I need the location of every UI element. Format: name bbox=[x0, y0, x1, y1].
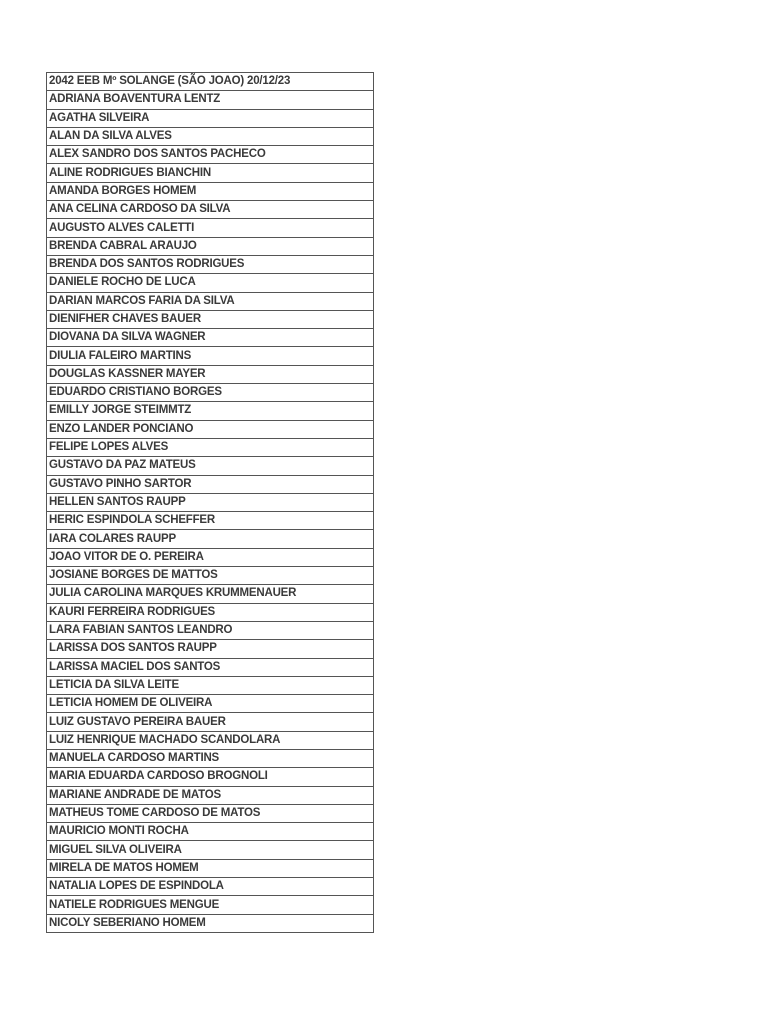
name-row bbox=[47, 823, 374, 841]
name-cell[interactable]: MAURICIO MONTI ROCHA bbox=[47, 823, 374, 841]
name-row bbox=[47, 274, 374, 292]
name-row bbox=[47, 182, 374, 200]
name-cell[interactable]: NATIELE RODRIGUES MENGUE bbox=[47, 896, 374, 914]
name-cell[interactable]: DOUGLAS KASSNER MAYER bbox=[47, 365, 374, 383]
name-cell[interactable]: HERIC ESPINDOLA SCHEFFER bbox=[47, 512, 374, 530]
name-row bbox=[47, 255, 374, 273]
name-cell[interactable]: EMILLY JORGE STEIMMTZ bbox=[47, 402, 374, 420]
name-row bbox=[47, 237, 374, 255]
name-row bbox=[47, 347, 374, 365]
name-row bbox=[47, 585, 374, 603]
name-cell[interactable]: ALEX SANDRO DOS SANTOS PACHECO bbox=[47, 146, 374, 164]
name-row bbox=[47, 603, 374, 621]
name-row bbox=[47, 530, 374, 548]
name-cell[interactable]: BRENDA DOS SANTOS RODRIGUES bbox=[47, 255, 374, 273]
name-row bbox=[47, 329, 374, 347]
name-cell[interactable]: JOSIANE BORGES DE MATTOS bbox=[47, 567, 374, 585]
name-row bbox=[47, 164, 374, 182]
name-cell[interactable]: DIENIFHER CHAVES BAUER bbox=[47, 310, 374, 328]
name-row bbox=[47, 438, 374, 456]
name-cell[interactable]: MARIA EDUARDA CARDOSO BROGNOLI bbox=[47, 768, 374, 786]
name-cell[interactable]: LETICIA HOMEM DE OLIVEIRA bbox=[47, 695, 374, 713]
name-row bbox=[47, 493, 374, 511]
name-cell[interactable]: LUIZ HENRIQUE MACHADO SCANDOLARA bbox=[47, 731, 374, 749]
name-cell[interactable]: MIGUEL SILVA OLIVEIRA bbox=[47, 841, 374, 859]
name-list-table bbox=[46, 72, 374, 933]
name-cell[interactable]: MIRELA DE MATOS HOMEM bbox=[47, 859, 374, 877]
name-row bbox=[47, 91, 374, 109]
name-row bbox=[47, 201, 374, 219]
name-cell[interactable]: ADRIANA BOAVENTURA LENTZ bbox=[47, 91, 374, 109]
name-row bbox=[47, 713, 374, 731]
name-cell[interactable]: NICOLY SEBERIANO HOMEM bbox=[47, 914, 374, 932]
name-row bbox=[47, 420, 374, 438]
name-cell[interactable]: DIULIA FALEIRO MARTINS bbox=[47, 347, 374, 365]
name-row bbox=[47, 457, 374, 475]
name-cell[interactable]: DIOVANA DA SILVA WAGNER bbox=[47, 329, 374, 347]
name-row bbox=[47, 127, 374, 145]
name-cell[interactable]: BRENDA CABRAL ARAUJO bbox=[47, 237, 374, 255]
name-cell[interactable]: HELLEN SANTOS RAUPP bbox=[47, 493, 374, 511]
name-cell[interactable]: IARA COLARES RAUPP bbox=[47, 530, 374, 548]
name-cell[interactable]: MARIANE ANDRADE DE MATOS bbox=[47, 786, 374, 804]
name-row bbox=[47, 512, 374, 530]
name-row bbox=[47, 621, 374, 639]
name-row bbox=[47, 567, 374, 585]
name-row bbox=[47, 402, 374, 420]
name-row bbox=[47, 786, 374, 804]
name-cell[interactable]: ANA CELINA CARDOSO DA SILVA bbox=[47, 201, 374, 219]
name-cell[interactable]: GUSTAVO PINHO SARTOR bbox=[47, 475, 374, 493]
name-row bbox=[47, 768, 374, 786]
name-row bbox=[47, 804, 374, 822]
name-row bbox=[47, 859, 374, 877]
name-cell[interactable]: DARIAN MARCOS FARIA DA SILVA bbox=[47, 292, 374, 310]
name-cell[interactable]: ALAN DA SILVA ALVES bbox=[47, 127, 374, 145]
name-row bbox=[47, 695, 374, 713]
name-row bbox=[47, 640, 374, 658]
name-cell[interactable]: LUIZ GUSTAVO PEREIRA BAUER bbox=[47, 713, 374, 731]
name-row bbox=[47, 749, 374, 767]
name-cell[interactable]: MATHEUS TOME CARDOSO DE MATOS bbox=[47, 804, 374, 822]
name-cell[interactable]: AGATHA SILVEIRA bbox=[47, 109, 374, 127]
name-cell[interactable]: ALINE RODRIGUES BIANCHIN bbox=[47, 164, 374, 182]
name-cell[interactable]: JOAO VITOR DE O. PEREIRA bbox=[47, 548, 374, 566]
header-cell[interactable]: 2042 EEB Mº SOLANGE (SÃO JOAO) 20/12/23 bbox=[47, 73, 374, 91]
name-row bbox=[47, 841, 374, 859]
name-row bbox=[47, 548, 374, 566]
name-row bbox=[47, 384, 374, 402]
name-row bbox=[47, 310, 374, 328]
name-cell[interactable]: AUGUSTO ALVES CALETTI bbox=[47, 219, 374, 237]
name-row bbox=[47, 219, 374, 237]
name-cell[interactable]: JULIA CAROLINA MARQUES KRUMMENAUER bbox=[47, 585, 374, 603]
name-list-body bbox=[47, 73, 374, 933]
name-cell[interactable]: MANUELA CARDOSO MARTINS bbox=[47, 749, 374, 767]
name-row bbox=[47, 676, 374, 694]
name-cell[interactable]: LARISSA MACIEL DOS SANTOS bbox=[47, 658, 374, 676]
name-cell[interactable]: EDUARDO CRISTIANO BORGES bbox=[47, 384, 374, 402]
name-cell[interactable]: ENZO LANDER PONCIANO bbox=[47, 420, 374, 438]
name-cell[interactable]: GUSTAVO DA PAZ MATEUS bbox=[47, 457, 374, 475]
name-cell[interactable]: LARISSA DOS SANTOS RAUPP bbox=[47, 640, 374, 658]
name-cell[interactable]: NATALIA LOPES DE ESPINDOLA bbox=[47, 878, 374, 896]
name-row bbox=[47, 146, 374, 164]
name-cell[interactable]: DANIELE ROCHO DE LUCA bbox=[47, 274, 374, 292]
name-cell[interactable]: KAURI FERREIRA RODRIGUES bbox=[47, 603, 374, 621]
name-cell[interactable]: FELIPE LOPES ALVES bbox=[47, 438, 374, 456]
name-cell[interactable]: AMANDA BORGES HOMEM bbox=[47, 182, 374, 200]
name-row bbox=[47, 365, 374, 383]
header-row bbox=[47, 73, 374, 91]
name-row bbox=[47, 896, 374, 914]
name-row bbox=[47, 914, 374, 932]
name-row bbox=[47, 109, 374, 127]
name-cell[interactable]: LARA FABIAN SANTOS LEANDRO bbox=[47, 621, 374, 639]
name-row bbox=[47, 878, 374, 896]
name-row bbox=[47, 292, 374, 310]
name-row bbox=[47, 475, 374, 493]
name-row bbox=[47, 731, 374, 749]
name-cell[interactable]: LETICIA DA SILVA LEITE bbox=[47, 676, 374, 694]
name-row bbox=[47, 658, 374, 676]
